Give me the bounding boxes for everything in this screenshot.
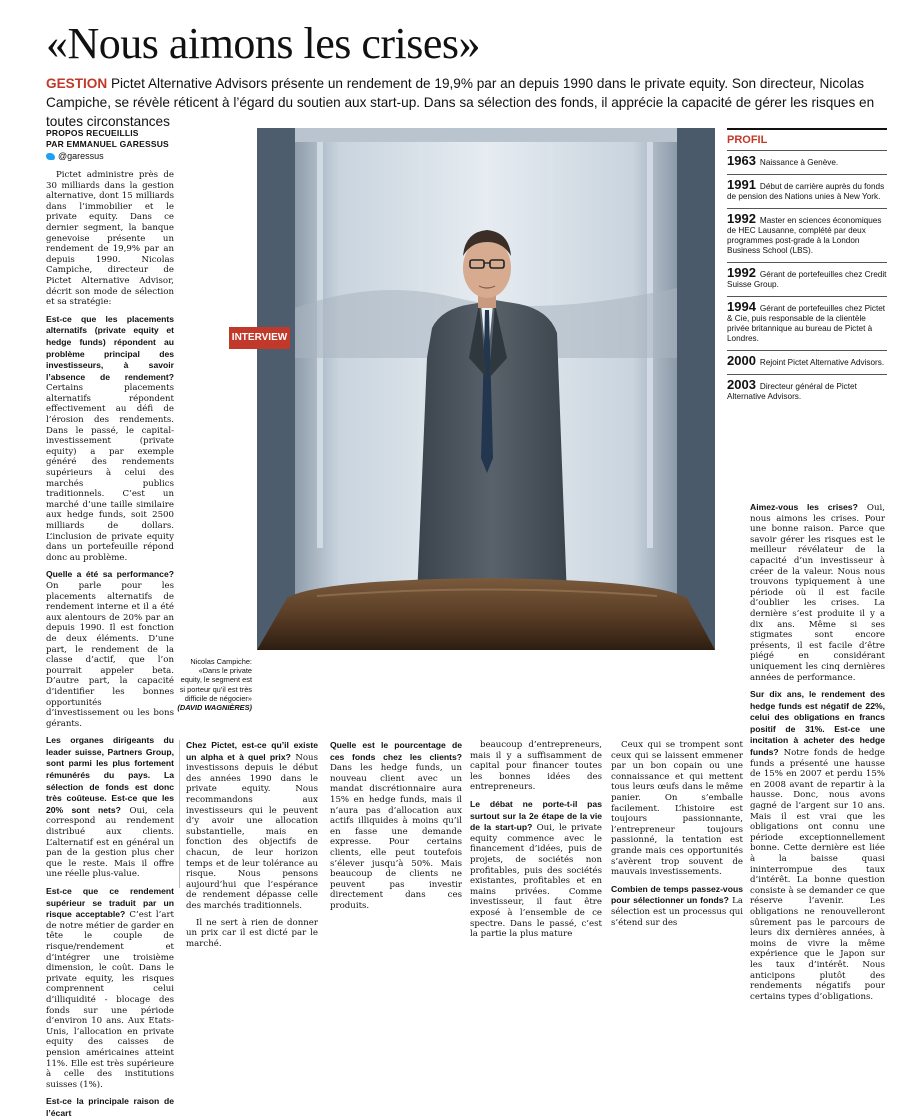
profile-item	[727, 350, 887, 374]
paragraph	[186, 740, 318, 912]
profile-text: Master en sciences économiques de HEC Lausanne, complété par deux programmes post-grade à la London Business School (LBS).	[727, 216, 882, 255]
paragraph	[470, 799, 602, 940]
interview-answer: Notre fonds de hedge funds a présenté une hausse de 15% en 2007 et perdu 15% en 2008 avant de repartir à la hausse. Donc, nous avons gagné de l’argent sur 10 ans. Mais il est vrai que les obligations ont connu une période exceptionnellement bonne. Cette dernière est liée à la baisse quasi ininterrompue des taux d’intérêt. La bonne question consiste à se demander ce que réserve l’avenir. Les obligations ne renouvelleront sûrement pas le parcours de leurs dix dernières années, à moins de vivre la même expérience que le Japon sur les taux d’intérêt. Nous anticipons plutôt des rendements négatifs pour certains types d’obligations.	[750, 748, 885, 1002]
article-title: «Nous aimons les crises»	[46, 19, 481, 68]
interview-answer: Oui, cela correspond au rendement distribué aux clients. L’alternatif est en général un pan de la gestion plus cher que le reste. Mais il offre une réelle plus-value.	[46, 805, 174, 880]
interview-question: Est-ce que ce rendement supérieur se traduit par un risque acceptable?	[46, 886, 174, 920]
profile-text: Début de carrière auprès du fonds de pension des Nations unies à New York.	[727, 182, 885, 201]
profile-text: Rejoint Pictet Alternative Advisors.	[759, 358, 885, 367]
paragraph	[750, 502, 885, 683]
article-column-d	[611, 740, 743, 928]
twitter-bird-icon	[46, 153, 55, 160]
profile-text: Gérant de portefeuilles chez Pictet & Cie, puis responsable de la clientèle privée britannique au bureau de Pictet à Londres.	[727, 304, 886, 343]
interview-answer: beaucoup d’entrepreneurs, mais il y a suffisamment de capital pour financer toutes les bonnes idées des entrepreneurs.	[470, 740, 602, 793]
profile-year: 2000	[727, 353, 756, 368]
profile-item	[727, 296, 887, 350]
interview-answer: Ceux qui se trompent sont ceux qui se laissent emmener par un bon copain ou une connaissance et qui mettent tous leurs œufs dans le même panier. On s’emballe facilement. L’histoire est toujours passionnante, l’entrepreneur toujours passionné, la tentation est grande mais ces opportunités s’avèrent trop souvent de mauvais investissements.	[611, 740, 743, 878]
profile-year: 1991	[727, 177, 756, 192]
caption-text: Nicolas Campiche: «Dans le private equity, le segment est si porteur qu’il est très difficile de négocier»	[179, 657, 252, 703]
paragraph	[186, 918, 318, 950]
lede-text: Pictet Alternative Advisors présente un rendement de 19,9% par an depuis 1990 dans le private equity. Son directeur, Nicolas Campiche, se révèle réticent à l’égard du soutien aux start-up. Dans sa sélection des fonds, il apprécie la capacité de gérer les risques en toutes circonstances	[46, 76, 875, 129]
article-lede	[46, 74, 886, 131]
interview-answer: Il ne sert à rien de donner un prix car il est dicté par le marché.	[186, 917, 318, 949]
paragraph	[46, 1096, 174, 1119]
photo-caption	[176, 657, 252, 712]
profile-item	[727, 174, 887, 208]
profile-year: 1963	[727, 153, 756, 168]
interview-question: Sur dix ans, le rendement des hedge funds est négatif de 22%, celui des obligations en francs positif de 31%. Est-ce une incitation à acheter des hedge funds?	[750, 689, 885, 758]
interview-badge: INTERVIEW	[229, 327, 290, 349]
photo-credit: (DAVID WAGNIÈRES)	[177, 703, 252, 713]
interview-question: Quelle est le pourcentage de ces fonds chez les clients?	[330, 740, 462, 762]
interview-answer: Oui, nous aimons les crises. Pour une bonne raison. Parce que savoir gérer les risques est le meilleur révélateur de la capacité d’un investisseur à créer de la valeur. Nous nous trouvons typiquement à une période où il est facile d’oublier les crises. La dernière s’est produite il y a dix ans. Même si ses stigmates sont encore présents, il est facile d’être piégé en considérant uniquement les cinq dernières années de performance.	[750, 503, 885, 683]
interview-question: Quelle a été sa performance?	[46, 569, 174, 580]
interview-question: Chez Pictet, est-ce qu’il existe un alpha et à quel prix?	[186, 740, 318, 762]
paragraph	[611, 740, 743, 878]
profile-year: 2003	[727, 377, 756, 392]
twitter-handle[interactable]	[46, 151, 104, 161]
article-column-right	[750, 502, 885, 1002]
paragraph	[46, 735, 174, 880]
paragraph	[46, 886, 174, 1090]
interview-question: Les organes dirigeants du leader suisse, Partners Group, sont parmi les plus fortement rémunérés du pays. La sélection de fonds est donc très coûteuse. Est-ce que les 20% sont nets?	[46, 735, 174, 815]
section-kicker: GESTION	[46, 76, 108, 91]
interview-answer: C’est l’art de notre métier de garder en tête le couple de risque/rendement et d’intégrer une troisième dimension, le coût. Dans le private equity, les risques comprennent celui d’illiquidité - blocage des fonds sur une période d’environ 10 ans. Aux Etats-Unis, l’allocation en private equity des caisses de pension américaines atteint 11%. Elle est très supérieure à celle des institutions suisses (1%).	[46, 910, 174, 1090]
interview-question: Est-ce la principale raison de l’écart	[46, 1096, 174, 1118]
interview-question: Est-ce que les placements alternatifs (private equity et hedge funds) répondent au problème principal des investisseurs, à savoir l’absence de rendement?	[46, 313, 174, 382]
profile-text: Gérant de portefeuilles chez Credit Suisse Group.	[727, 270, 887, 289]
profile-heading: PROFIL	[727, 128, 887, 146]
interview-question: Combien de temps passez-vous pour sélectionner un fonds?	[611, 883, 743, 906]
profile-item	[727, 208, 887, 262]
article-column-b	[330, 740, 462, 911]
paragraph	[46, 569, 174, 729]
interview-answer: Oui, le private equity commence avec le financement d’idées, puis de projets, de sociétés non profitables, puis des sociétés existantes, profitables et en mains privées. Comme investisseur, il faut être exposé à l’ensemble de ce spectre. Dans le passé, c’est la partie la plus mature	[470, 823, 602, 940]
byline	[46, 128, 226, 150]
paragraph	[330, 740, 462, 912]
profile-timeline	[727, 150, 887, 408]
profile-year: 1992	[727, 211, 756, 226]
interview-question: Aimez-vous les crises?	[750, 502, 858, 512]
profile-year: 1992	[727, 265, 756, 280]
paragraph	[611, 884, 743, 928]
interview-question: Le débat ne porte-t-il pas surtout sur la 2e étape de la vie de la start-up?	[470, 798, 602, 833]
paragraph	[46, 170, 174, 308]
interview-answer: On parle pour les placements alternatifs de rendement interne et il a été aux alentours de 20% par an depuis 1990. Il est fonction de deux éléments. D’une part, le rendement de la classe d’actif, que l’on pourrait appeler beta. D’autre part, la capacité d’identifier les bonnes opportunités d’investissement ou les bons gérants.	[46, 580, 174, 729]
portrait-illustration	[257, 128, 715, 650]
profile-item	[727, 262, 887, 296]
interview-answer: Pictet administre près de 30 milliards dans la gestion alternative, dont 15 milliards dans l’immobilier et le private equity. Dans ce dernier segment, la banque genevoise présente un rendement de 19,9% par an depuis 1990. Nicolas Campiche, directeur de Pictet Alternative Advisor, décrit son mode de sélection et sa stratégie:	[46, 170, 174, 308]
twitter-handle-text: @garessus	[58, 151, 104, 161]
profile-text: Naissance à Genève.	[759, 158, 839, 167]
interview-answer: La sélection est un processus qui s’étend sur des	[611, 896, 743, 928]
paragraph	[470, 740, 602, 793]
interview-answer: Nous investissons depuis le début des années 1990 dans le private equity. Nous recommandons aux investisseurs qui le peuvent d’y avoir une allocation substantielle, mais en fonction des objectifs de chacun, de leur horizon temps et de leur tolérance au risque. Nous pensons aujourd’hui que l’espérance de rendement dépasse celle des marchés traditionnels.	[186, 752, 319, 911]
article-column-1	[46, 170, 174, 1118]
profile-sidebar	[727, 128, 887, 408]
paragraph	[750, 689, 885, 1002]
byline-line1: PROPOS RECUEILLIS	[46, 128, 139, 138]
profile-item	[727, 150, 887, 174]
profile-text: Directeur général de Pictet Alternative Advisors.	[727, 382, 857, 401]
column-divider	[179, 740, 180, 888]
byline-line2: PAR EMMANUEL GARESSUS	[46, 139, 169, 149]
portrait-photo	[257, 128, 715, 650]
article-column-a	[186, 740, 319, 949]
article-column-c	[470, 740, 602, 940]
profile-item	[727, 374, 887, 408]
interview-answer: Certains placements alternatifs répondent effectivement au défi de l’érosion des rendements. Dans le passé, le capital-investissement (private equity) a par exemple généré des rendements supérieurs à celui des marchés publics traditionnels. C’est un marché d’une taille similaire aux hedge funds, soit 2500 milliards de dollars. L’inclusion de private equity dans un portefeuille répond donc au problème.	[46, 383, 174, 563]
paragraph	[46, 314, 174, 564]
profile-year: 1994	[727, 299, 756, 314]
interview-answer: Dans les hedge funds, un nouveau client avec un mandat discrétionnaire aura 15% en hedge funds, mais il n’aura pas d’allocation aux actifs illiquides à moins qu’il en fasse une demande expresse. Pour certains clients, elle peut toutefois s’élever jusqu’à 50%. Mais beaucoup de clients ne peuvent pas investir directement dans ces produits.	[330, 763, 462, 911]
